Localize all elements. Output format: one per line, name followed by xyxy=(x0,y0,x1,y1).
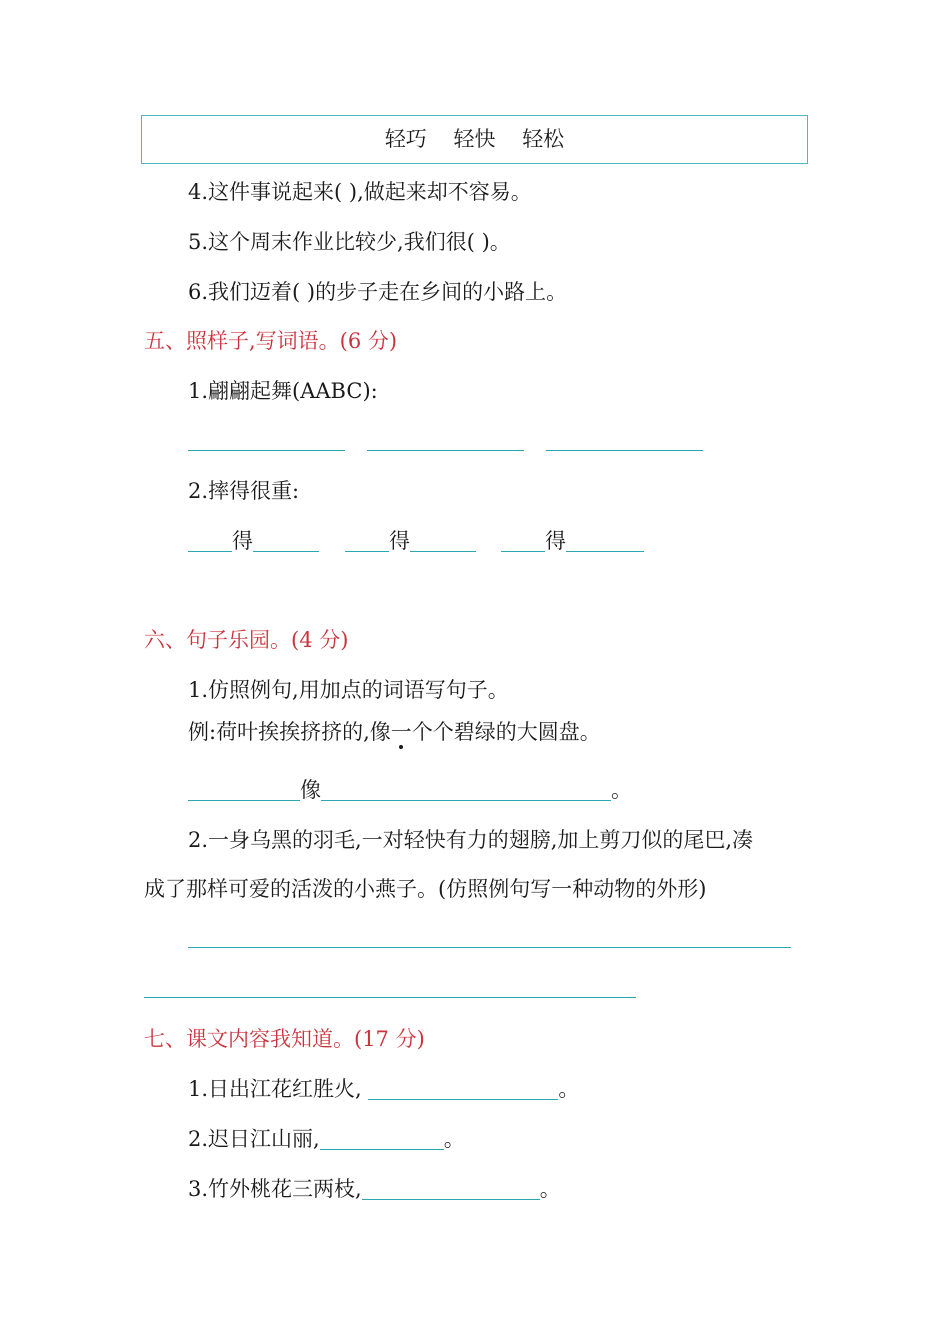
word-bank-box xyxy=(141,115,808,164)
answer-blank[interactable] xyxy=(253,531,319,552)
period: 。 xyxy=(558,1077,580,1101)
word-bank-item: 轻巧 xyxy=(384,127,427,151)
answer-blank[interactable] xyxy=(546,450,703,451)
question-7-2: 2.迟日江山丽, 。 xyxy=(188,1127,465,1151)
answer-blank[interactable] xyxy=(501,531,545,552)
answer-line[interactable] xyxy=(188,947,791,948)
xiang-sentence-row xyxy=(188,776,632,804)
question-6-2-line2: 成了那样可爱的活泼的小燕子。(仿照例句写一种动物的外形) xyxy=(144,877,707,901)
word-bank xyxy=(142,125,807,153)
de-char: 得 xyxy=(232,529,253,553)
period: 。 xyxy=(443,1127,465,1151)
answer-blank[interactable] xyxy=(188,450,345,451)
question-5-1: 1.翩翩起舞(AABC): xyxy=(188,379,378,403)
answer-blank[interactable] xyxy=(367,450,524,451)
question-6-1: 1.仿照例句,用加点的词语写句子。 xyxy=(188,678,509,702)
word-bank-item: 轻快 xyxy=(453,127,496,151)
period: 。 xyxy=(611,778,632,802)
question-5-2: 2.摔得很重: xyxy=(188,479,300,503)
section-7-title: 七、课文内容我知道。(17 分) xyxy=(144,1027,425,1051)
question-7-3: 3.竹外桃花三两枝, 。 xyxy=(188,1177,561,1201)
question-4-5: 5.这个周末作业比较少,我们很( )。 xyxy=(188,230,511,254)
example-sentence: 例:荷叶挨挨挤挤的,像一个个碧绿的大圆盘。 xyxy=(188,720,601,744)
de-char: 得 xyxy=(545,529,566,553)
question-4-6: 6.我们迈着( )的步子走在乡间的小路上。 xyxy=(188,280,568,304)
answer-blank[interactable] xyxy=(368,1079,558,1100)
question-4-4: 4.这件事说起来( ),做起来却不容易。 xyxy=(188,180,532,204)
de-pattern-3 xyxy=(501,527,644,555)
word-bank-item: 轻松 xyxy=(522,127,565,151)
emphasis-dot xyxy=(399,745,403,749)
de-pattern-2 xyxy=(345,527,476,555)
answer-blank[interactable] xyxy=(362,1179,540,1200)
section-5-title: 五、照样子,写词语。(6 分) xyxy=(144,329,398,353)
answer-blank[interactable] xyxy=(321,780,611,801)
section-6-title: 六、句子乐园。(4 分) xyxy=(144,628,349,652)
answer-blank[interactable] xyxy=(345,531,389,552)
answer-line[interactable] xyxy=(144,997,636,998)
answer-blank[interactable] xyxy=(566,531,644,552)
question-6-2-line1: 2.一身乌黑的羽毛,一对轻快有力的翅膀,加上剪刀似的尾巴,凑 xyxy=(188,828,754,852)
answer-blank[interactable] xyxy=(188,780,300,801)
question-7-1: 1.日出江花红胜火, 。 xyxy=(188,1077,580,1101)
de-char: 得 xyxy=(389,529,410,553)
period: 。 xyxy=(539,1177,561,1201)
answer-blank[interactable] xyxy=(320,1129,444,1150)
xiang-char: 像 xyxy=(300,778,321,802)
answer-blank[interactable] xyxy=(188,531,232,552)
answer-blank[interactable] xyxy=(410,531,476,552)
de-pattern-1 xyxy=(188,527,319,555)
